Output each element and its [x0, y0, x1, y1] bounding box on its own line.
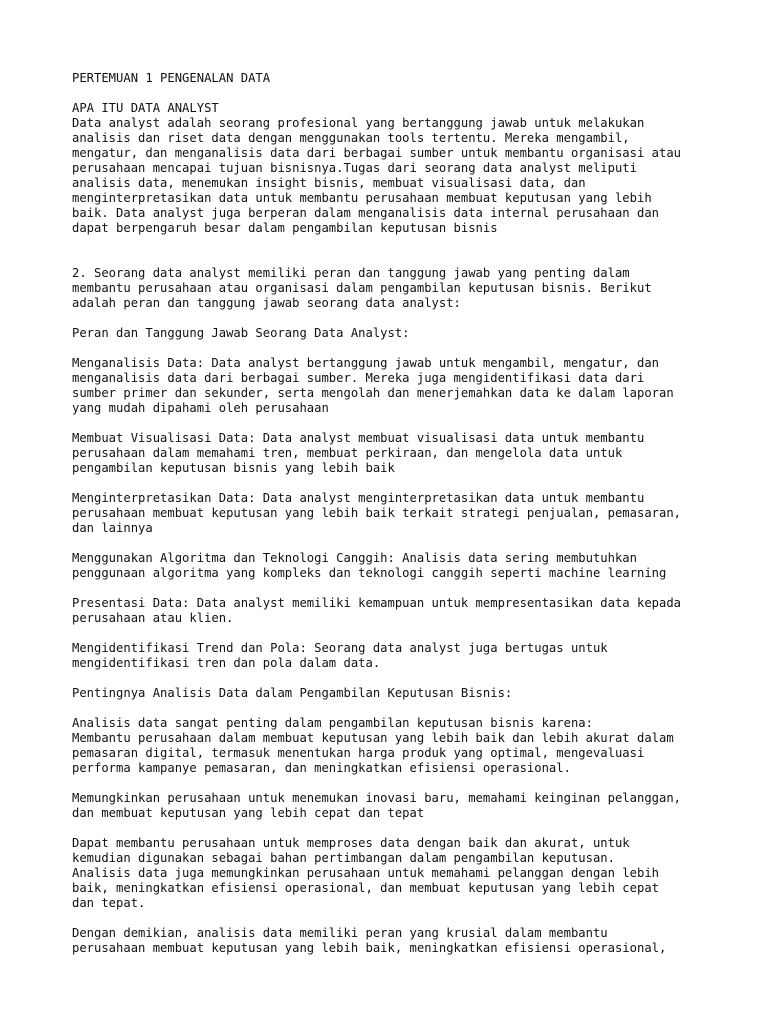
text-line: menganalisis data dari berbagai sumber. Mereka juga mengidentifikasi data dari — [72, 371, 645, 385]
text-line: Data analyst adalah seorang profesional yang bertanggung jawab untuk melakukan — [72, 116, 645, 130]
text-line: Memungkinkan perusahaan untuk menemukan inovasi baru, memahami keinginan pelanggan, — [72, 791, 682, 805]
paragraph-gap — [72, 626, 728, 641]
paragraph-penting — [72, 716, 728, 776]
paragraph-gap — [72, 911, 728, 926]
paragraph-interpretasi — [72, 491, 728, 536]
paragraph-memproses — [72, 836, 728, 911]
paragraph-presentasi — [72, 596, 728, 626]
text-line: dapat berpengaruh besar dalam pengambilan keputusan bisnis — [72, 221, 498, 235]
text-line: dan membuat keputusan yang lebih cepat dan tepat — [72, 806, 425, 820]
text-line: perusahaan mencapai tujuan bisnisnya.Tugas dari seorang data analyst meliputi — [72, 161, 637, 175]
text-line: Presentasi Data: Data analyst memiliki kemampuan untuk mempresentasikan data kepada — [72, 596, 682, 610]
text-line: Mengidentifikasi Trend dan Pola: Seorang data analyst juga bertugas untuk — [72, 641, 608, 655]
text-line: perusahaan atau klien. — [72, 611, 234, 625]
text-line: yang mudah dipahami oleh perusahaan — [72, 401, 329, 415]
paragraph-gap — [72, 821, 728, 836]
text-line: dan tepat. — [72, 896, 146, 910]
paragraph-gap — [72, 701, 728, 716]
paragraph-gap — [72, 311, 728, 326]
text-line: baik. Data analyst juga berperan dalam menganalisis data internal perusahaan dan — [72, 206, 659, 220]
text-line: PERTEMUAN 1 PENGENALAN DATA — [72, 71, 271, 85]
text-line: Menggunakan Algoritma dan Teknologi Canggih: Analisis data sering membutuhkan — [72, 551, 637, 565]
text-line: pemasaran digital, termasuk menentukan harga produk yang optimal, mengevaluasi — [72, 746, 645, 760]
paragraph-gap — [72, 416, 728, 431]
text-line: menginterpretasikan data untuk membantu perusahaan membuat keputusan yang lebih — [72, 191, 652, 205]
text-line: 2. Seorang data analyst memiliki peran dan tanggung jawab yang penting dalam — [72, 266, 630, 280]
text-line: performa kampanye pemasaran, dan meningkatkan efisiensi operasional. — [72, 761, 571, 775]
text-line: APA ITU DATA ANALYST — [72, 101, 219, 115]
text-line: sumber primer dan sekunder, serta mengolah dan menerjemahkan data ke dalam laporan — [72, 386, 674, 400]
paragraph-gap — [72, 86, 728, 101]
text-line: analisis data, menemukan insight bisnis, membuat visualisasi data, dan — [72, 176, 586, 190]
paragraph-peran — [72, 266, 728, 311]
text-line: dan lainnya — [72, 521, 153, 535]
paragraph-trend — [72, 641, 728, 671]
text-line: mengidentifikasi tren dan pola dalam data. — [72, 656, 381, 670]
text-line: perusahaan membuat keputusan yang lebih baik terkait strategi penjualan, pemasaran, — [72, 506, 682, 520]
paragraph-gap — [72, 536, 728, 551]
text-line: membantu perusahaan atau organisasi dalam pengambilan keputusan bisnis. Berikut — [72, 281, 652, 295]
paragraph-menganalisis — [72, 356, 728, 416]
paragraph-gap — [72, 671, 728, 686]
text-line: Analisis data juga memungkinkan perusahaan untuk memahami pelanggan dengan lebih — [72, 866, 659, 880]
text-line: penggunaan algoritma yang kompleks dan teknologi canggih seperti machine learning — [72, 566, 667, 580]
section-heading-data-analyst — [72, 101, 728, 236]
text-line: Menginterpretasikan Data: Data analyst menginterpretasikan data untuk membantu — [72, 491, 645, 505]
paragraph-visualisasi — [72, 431, 728, 476]
text-line: perusahaan dalam memahami tren, membuat perkiraan, dan mengelola data untuk — [72, 446, 623, 460]
text-line: Dengan demikian, analisis data memiliki peran yang krusial dalam membantu — [72, 926, 608, 940]
text-line: kemudian digunakan sebagai bahan pertimbangan dalam pengambilan keputusan. — [72, 851, 615, 865]
text-line: Pentingnya Analisis Data dalam Pengambilan Keputusan Bisnis: — [72, 686, 513, 700]
text-line: Dapat membantu perusahaan untuk memproses data dengan baik dan akurat, untuk — [72, 836, 630, 850]
text-line: Membantu perusahaan dalam membuat keputusan yang lebih baik dan lebih akurat dalam — [72, 731, 674, 745]
subheading-pentingnya — [72, 686, 728, 701]
text-line: perusahaan membuat keputusan yang lebih baik, meningkatkan efisiensi operasional, — [72, 941, 667, 955]
text-line: Analisis data sangat penting dalam pengambilan keputusan bisnis karena: — [72, 716, 593, 730]
paragraph-gap — [72, 341, 728, 356]
text-line: adalah peran dan tanggung jawab seorang data analyst: — [72, 296, 461, 310]
paragraph-gap — [72, 776, 728, 791]
text-line: Peran dan Tanggung Jawab Seorang Data Analyst: — [72, 326, 410, 340]
text-line: pengambilan keputusan bisnis yang lebih baik — [72, 461, 395, 475]
paragraph-algoritma — [72, 551, 728, 581]
text-line: baik, meningkatkan efisiensi operasional, dan membuat keputusan yang lebih cepat — [72, 881, 659, 895]
paragraph-gap — [72, 236, 728, 251]
text-line: Menganalisis Data: Data analyst bertanggung jawab untuk mengambil, mengatur, dan — [72, 356, 659, 370]
paragraph-inovasi — [72, 791, 728, 821]
text-line: Membuat Visualisasi Data: Data analyst membuat visualisasi data untuk membantu — [72, 431, 645, 445]
paragraph-kesimpulan — [72, 926, 728, 956]
page-title — [72, 71, 728, 86]
text-line: mengatur, dan menganalisis data dari berbagai sumber untuk membantu organisasi atau — [72, 146, 682, 160]
paragraph-gap — [72, 581, 728, 596]
paragraph-gap — [72, 476, 728, 491]
subheading-peran — [72, 326, 728, 341]
text-line: analisis dan riset data dengan menggunakan tools tertentu. Mereka mengambil, — [72, 131, 630, 145]
paragraph-gap — [72, 251, 728, 266]
